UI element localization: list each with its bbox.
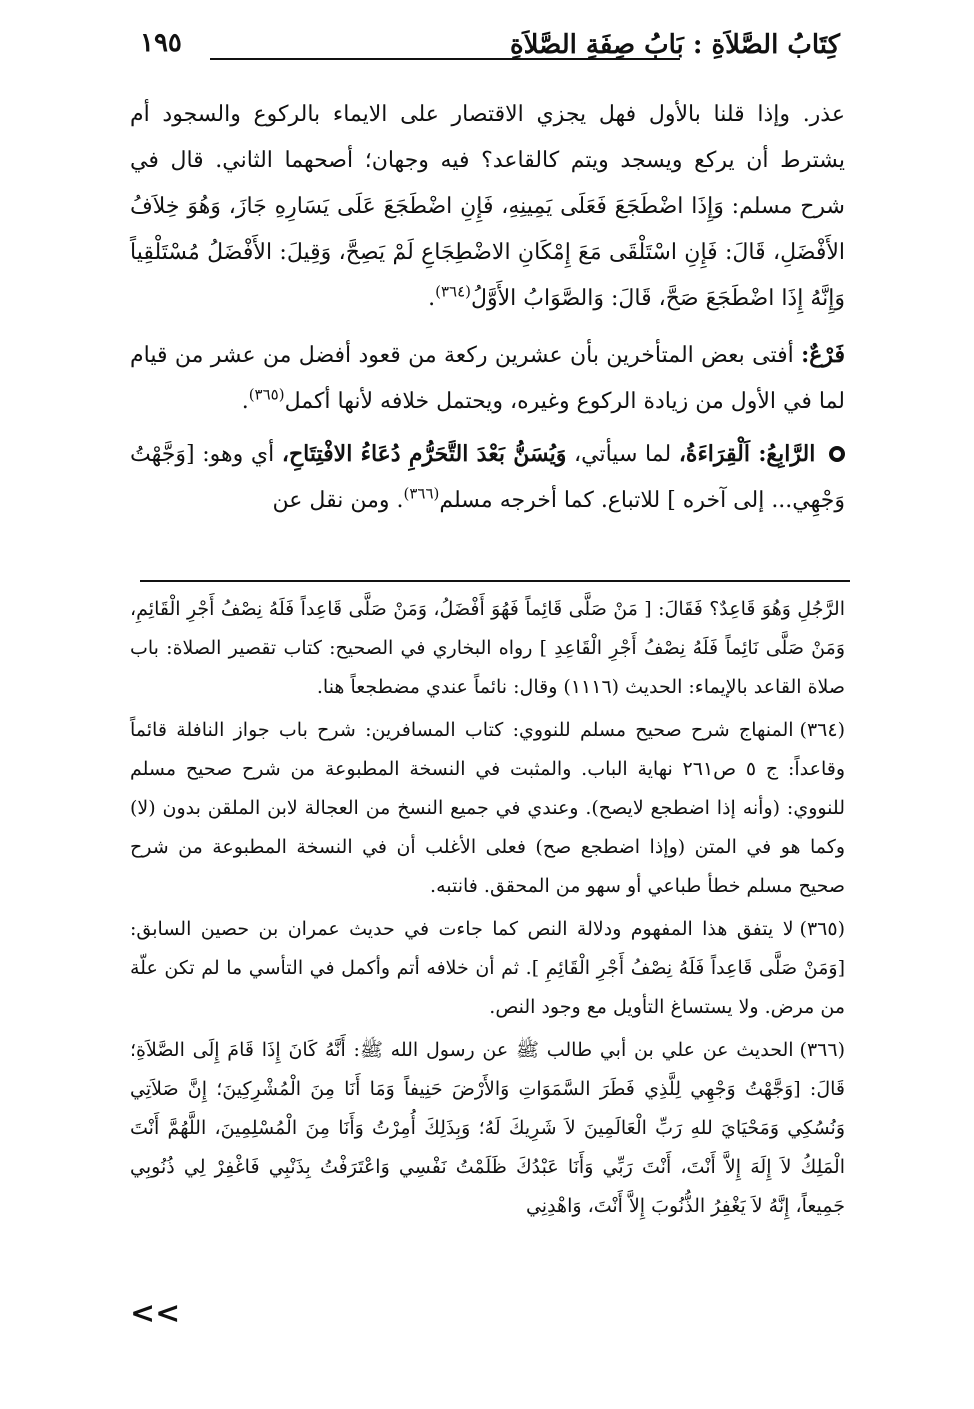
- paragraph-2-text: أفتى بعض المتأخرين بأن عشرين ركعة من قعود أفضل من عشر من قيام لما في الأول من زيادة الركوع وغيره، ويحتمل خلافه لأنها أكمل: [130, 343, 845, 414]
- main-text: [130, 92, 845, 534]
- page-number: ١٩٥: [140, 28, 182, 58]
- header-title: كِتَابُ الصَّلاَةِ : بَابُ صِفَةِ الصَّلاَةِ: [510, 30, 840, 60]
- paragraph-3-rest: أي وهو: [وَجَّهْتُ وَجْهِي... إلى آخره ] للاتباع. كما أخرجه مسلم: [130, 442, 845, 513]
- footnote-ref-365: (٣٦٥): [248, 385, 285, 404]
- footnote-366-text: الحديث عن علي بن أبي طالب ﷺ عن رسول الله ﷺ: أَنَّهُ كَانَ إِذَا قَامَ إِلَى الصَّلاَةِ؛ قَالَ: [وَجَّهْتُ وَجْهِي لِلَّذِي فَطَرَ السَّمَوَاتِ وَالأَرْضَ حَنِيفاً وَمَا أَنَا مِنَ الْمُشْرِكِينَ؛ إِنَّ صَلاَتِي وَنُسُكِي وَمَحْيَايَ للهِ رَبِّ الْعَالَمِينَ لاَ شَرِيكَ لَهُ؛ وَبِذَلِكَ أُمِرْتُ وَأَنَا مِنَ الْمُسْلِمِينَ، اللَّهُمَّ أَنْتَ الْمَلِكُ لاَ إِلَهَ إِلاَّ أَنْتَ، أَنْتَ رَبِّي وَأَنَا عَبْدُكَ ظَلَمْتُ نَفْسِي وَاعْتَرَفْتُ بِذَنْبِي فَاغْفِرْ لِي ذُنُوبِي جَمِيعاً، إِنَّهُ لاَ يَغْفِرُ الذُّنُوبَ إِلاَّ أَنْتَ، وَاهْدِنِي: [130, 1039, 845, 1217]
- running-header: [140, 30, 840, 70]
- footnote-364-text: المنهاج شرح صحيح مسلم للنووي: كتاب المسافرين: شرح باب جواز النافلة قائماً وقاعداً: ج ٥ ص٢٦١ نهاية الباب. والمثبت في النسخة المطبوعة من شرح صحيح مسلم للنووي: (وأنه إذا اضطجع لايصح). وعندي في جميع النسخ من العجالة لابن الملقن بدون (لا) وكما هو في المتن (وإذا اضطجع صح) فعلى الأغلب أن في النسخة المطبوعة من شرح صحيح مسلم خطأ طباعي أو سهو من المحقق. فانتبه.: [130, 719, 845, 897]
- footnote-365-number: (٣٦٥): [799, 918, 845, 940]
- footnote-365-text: لا يتفق هذا المفهوم ودلالة النص كما جاءت في حديث عمران بن حصين السابق: [وَمَنْ صَلَّى قَاعِداً فَلَهُ نِصْفُ أَجْرِ الْقَائِمِ ]. ثم أن خلافه أتم وأكمل في التأسي ما لم تكن علّة من مرض. ولا يستساغ التأويل مع وجود النص.: [130, 918, 845, 1018]
- footnotes: [130, 590, 845, 1230]
- paragraph-1-text: عذر. وإذا قلنا بالأول فهل يجزي الاقتصار على الايماء بالركوع والسجود أم يشترط أن يركع ويسجد ويتم كالقاعد؟ فيه وجهان؛ أصحهما الثاني. قال في شرح مسلم: وَإِذَا اضْطَجَعَ فَعَلَى يَمِينِهِ، فَإِنِ اضْطَجَعَ عَلَى يَسَارِهِ جَازَ، وَهُوَ خِلاَفُ الأَفْضَلِ، قَالَ: فَإِنِ اسْتَلْقَى مَعَ إِمْكَانِ الاضْطِجَاعِ لَمْ يَصِحَّ، وَقِيلَ: الأَفْضَلُ مُسْتَلْقِياً وَإِنَّهُ إِذَا اضْطَجَعَ صَحَّ، قَالَ: وَالصَّوَابُ الأَوَّلُ: [130, 102, 845, 311]
- paragraph-1: عذر. وإذا قلنا بالأول فهل يجزي الاقتصار على الايماء بالركوع والسجود أم يشترط أن يركع ويسجد ويتم كالقاعد؟ فيه وجهان؛ أصحهما الثاني. قال في شرح مسلم: وَإِذَا اضْطَجَعَ فَعَلَى يَمِينِهِ، فَإِنِ اضْطَجَعَ عَلَى يَسَارِهِ جَازَ، وَهُوَ خِلاَفُ الأَفْضَلِ، قَالَ: فَإِنِ اسْتَلْقَى مَعَ إِمْكَانِ الاضْطِجَاعِ لَمْ يَصِحَّ، وَقِيلَ: الأَفْضَلُ مُسْتَلْقِياً وَإِنَّهُ إِذَا اضْطَجَعَ صَحَّ، قَالَ: وَالصَّوَابُ الأَوَّلُ$^{(٣٦٤)}$.: [130, 102, 845, 311]
- footnote-365: [130, 910, 845, 1027]
- footnote-continuation: [130, 590, 845, 707]
- footnote-364: [130, 711, 845, 906]
- footnote-ref-364: (٣٦٤): [435, 282, 472, 301]
- footnote-continuation-text: الرَّجُلِ وَهُوَ قَاعِدٌ؟ فَقَالَ: [ مَنْ صَلَّى قَائِماً فَهُوَ أَفْضَلُ، وَمَنْ صَلَّى قَاعِداً فَلَهُ نِصْفُ أَجْرِ الْقَائِمِ، وَمَنْ صَلَّى نَائِماً فَلَهُ نِصْفُ أَجْرِ الْقَاعِدِ ] رواه البخاري في الصحيح: كتاب تقصير الصلاة: باب صلاة القاعد بالإيماء: الحديث (١١١٦) وقال: نائماً عندي مضطجعاً هنا.: [130, 598, 845, 698]
- footnote-366-number: (٣٦٦): [799, 1039, 845, 1061]
- paragraph-3-mid: لما سيأتي،: [574, 442, 672, 467]
- paragraph-3-bold: وَيُسَنُّ بَعْدَ التَّحَرُّمِ دُعَاءُ الافْتِتَاحِ،: [281, 441, 567, 467]
- paragraph-2: فَرْعٌ: أفتى بعض المتأخرين بأن عشرين ركعة من قعود أفضل من عشر من قيام لما في الأول من زيادة الركوع وغيره، ويحتمل خلافه لأنها أكمل$^{(٣٦٥)}$.: [130, 342, 845, 414]
- far-label: فَرْعٌ:: [801, 342, 845, 368]
- continue-arrows-icon: <<: [130, 1296, 181, 1331]
- section-bullet-icon: [829, 446, 845, 462]
- footnote-ref-366: (٣٦٦): [403, 484, 440, 503]
- paragraph-3-tail: . ومن نقل عن: [272, 488, 404, 513]
- paragraph-3: [130, 431, 845, 524]
- footnote-366: [130, 1031, 845, 1226]
- section-heading-fourth: الرَّابِعُ: اَلْقِرَاءَةُ،: [678, 441, 816, 467]
- footnote-364-number: (٣٦٤): [799, 719, 845, 741]
- header-rule: [210, 58, 680, 60]
- footnote-separator: [140, 580, 850, 582]
